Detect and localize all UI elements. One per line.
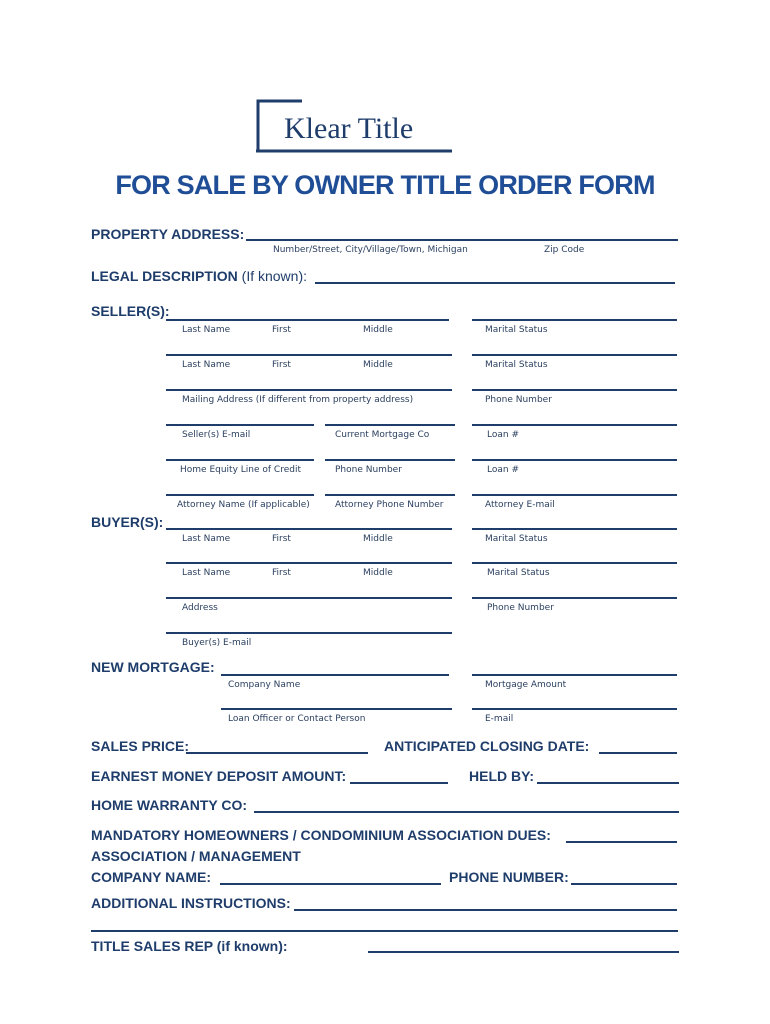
seller1-name-field[interactable]: [166, 319, 449, 321]
caption: Address: [182, 603, 218, 613]
caption: Marital Status: [485, 325, 548, 335]
sales-price-label: SALES PRICE:: [91, 738, 190, 754]
caption: Mortgage Amount: [485, 680, 567, 690]
buyer-email-field[interactable]: [166, 632, 452, 634]
new-mortgage-label: NEW MORTGAGE:: [91, 659, 215, 675]
held-by-field[interactable]: [537, 782, 679, 784]
attorney-name-field[interactable]: [166, 494, 314, 496]
caption: Marital Status: [485, 534, 548, 544]
caption: Seller(s) E-mail: [182, 430, 251, 440]
caption: Last Name: [182, 360, 231, 370]
caption: Middle: [363, 534, 393, 544]
company-name-field[interactable]: [220, 883, 441, 885]
caption: First: [272, 360, 291, 370]
street-caption: Number/Street, City/Village/Town, Michigan: [273, 245, 468, 255]
company-name-label: COMPANY NAME:: [91, 869, 212, 885]
caption: Attorney Name (If applicable): [177, 500, 310, 510]
buyers-label: BUYER(S):: [91, 514, 164, 530]
held-by-label: HELD BY:: [469, 768, 535, 784]
caption: E-mail: [485, 714, 514, 724]
caption: Loan Officer or Contact Person: [228, 714, 366, 724]
caption: Middle: [363, 568, 393, 578]
buyer-address-field[interactable]: [166, 597, 452, 599]
legal-description-field[interactable]: [315, 282, 675, 284]
closing-date-field[interactable]: [599, 752, 677, 754]
caption: Buyer(s) E-mail: [182, 638, 252, 648]
caption: Phone Number: [335, 465, 402, 475]
caption: Home Equity Line of Credit: [180, 465, 301, 475]
caption: Marital Status: [487, 568, 550, 578]
caption: Phone Number: [487, 603, 554, 613]
heloc-field[interactable]: [166, 459, 314, 461]
caption: Company Name: [228, 680, 301, 690]
caption: Middle: [363, 325, 393, 335]
buyer2-marital-field[interactable]: [472, 562, 677, 564]
caption: Last Name: [182, 534, 231, 544]
caption: Marital Status: [485, 360, 548, 370]
property-address-label: PROPERTY ADDRESS:: [91, 226, 245, 242]
mailing-address-field[interactable]: [166, 389, 452, 391]
loan1-field[interactable]: [472, 424, 677, 426]
additional-instructions-label: ADDITIONAL INSTRUCTIONS:: [91, 895, 291, 911]
seller2-marital-field[interactable]: [472, 354, 677, 356]
heloc-phone-field[interactable]: [325, 459, 455, 461]
buyer1-name-field[interactable]: [166, 528, 452, 530]
phone-number-label: PHONE NUMBER:: [449, 869, 569, 885]
buyer2-name-field[interactable]: [166, 562, 452, 564]
caption: Attorney Phone Number: [335, 500, 444, 510]
additional-instructions-field[interactable]: [294, 909, 677, 911]
caption: First: [272, 568, 291, 578]
home-warranty-field[interactable]: [254, 811, 679, 813]
page-title: FOR SALE BY OWNER TITLE ORDER FORM: [115, 170, 655, 200]
seller2-name-field[interactable]: [166, 354, 452, 356]
caption: Attorney E-mail: [485, 500, 555, 510]
mortgage-amount-field[interactable]: [472, 674, 677, 676]
earnest-money-label: EARNEST MONEY DEPOSIT AMOUNT:: [91, 768, 347, 784]
caption: Loan #: [487, 430, 519, 440]
additional-instructions-line-2[interactable]: [91, 930, 678, 932]
caption: Current Mortgage Co: [335, 430, 430, 440]
association-dues-field[interactable]: [566, 841, 677, 843]
logo-text: Klear Title: [284, 112, 414, 145]
earnest-money-field[interactable]: [350, 782, 448, 784]
association-management-label: ASSOCIATION / MANAGEMENT: [91, 848, 301, 864]
caption: Last Name: [182, 568, 231, 578]
sellers-label: SELLER(S):: [91, 303, 170, 319]
caption: Middle: [363, 360, 393, 370]
title-sales-rep-label: TITLE SALES REP (if known):: [91, 938, 288, 954]
property-address-field[interactable]: [246, 239, 678, 241]
caption: First: [272, 325, 291, 335]
attorney-phone-field[interactable]: [325, 494, 455, 496]
zip-caption: Zip Code: [544, 245, 585, 255]
mortgage-email-field[interactable]: [472, 708, 677, 710]
seller1-marital-field[interactable]: [472, 319, 677, 321]
buyer-phone-field[interactable]: [472, 597, 677, 599]
attorney-email-field[interactable]: [472, 494, 677, 496]
seller-email-field[interactable]: [166, 424, 314, 426]
mortgage-co-field[interactable]: [325, 424, 455, 426]
caption: Phone Number: [485, 395, 552, 405]
seller-phone-field[interactable]: [472, 389, 677, 391]
loan2-field[interactable]: [472, 459, 677, 461]
home-warranty-label: HOME WARRANTY CO:: [91, 797, 248, 813]
association-dues-label: MANDATORY HOMEOWNERS / CONDOMINIUM ASSOCIATION DUES:: [91, 827, 551, 843]
closing-date-label: ANTICIPATED CLOSING DATE:: [384, 738, 590, 754]
buyer1-marital-field[interactable]: [472, 528, 677, 530]
phone-number-field[interactable]: [571, 883, 677, 885]
mortgage-company-field[interactable]: [221, 674, 449, 676]
sales-price-field[interactable]: [186, 752, 368, 754]
caption: Last Name: [182, 325, 231, 335]
legal-description-label: LEGAL DESCRIPTION (If known):: [91, 268, 308, 284]
loan-officer-field[interactable]: [221, 708, 452, 710]
caption: First: [272, 534, 291, 544]
title-sales-rep-field[interactable]: [368, 951, 679, 953]
caption: Loan #: [487, 465, 519, 475]
caption: Mailing Address (If different from property address): [182, 395, 414, 405]
